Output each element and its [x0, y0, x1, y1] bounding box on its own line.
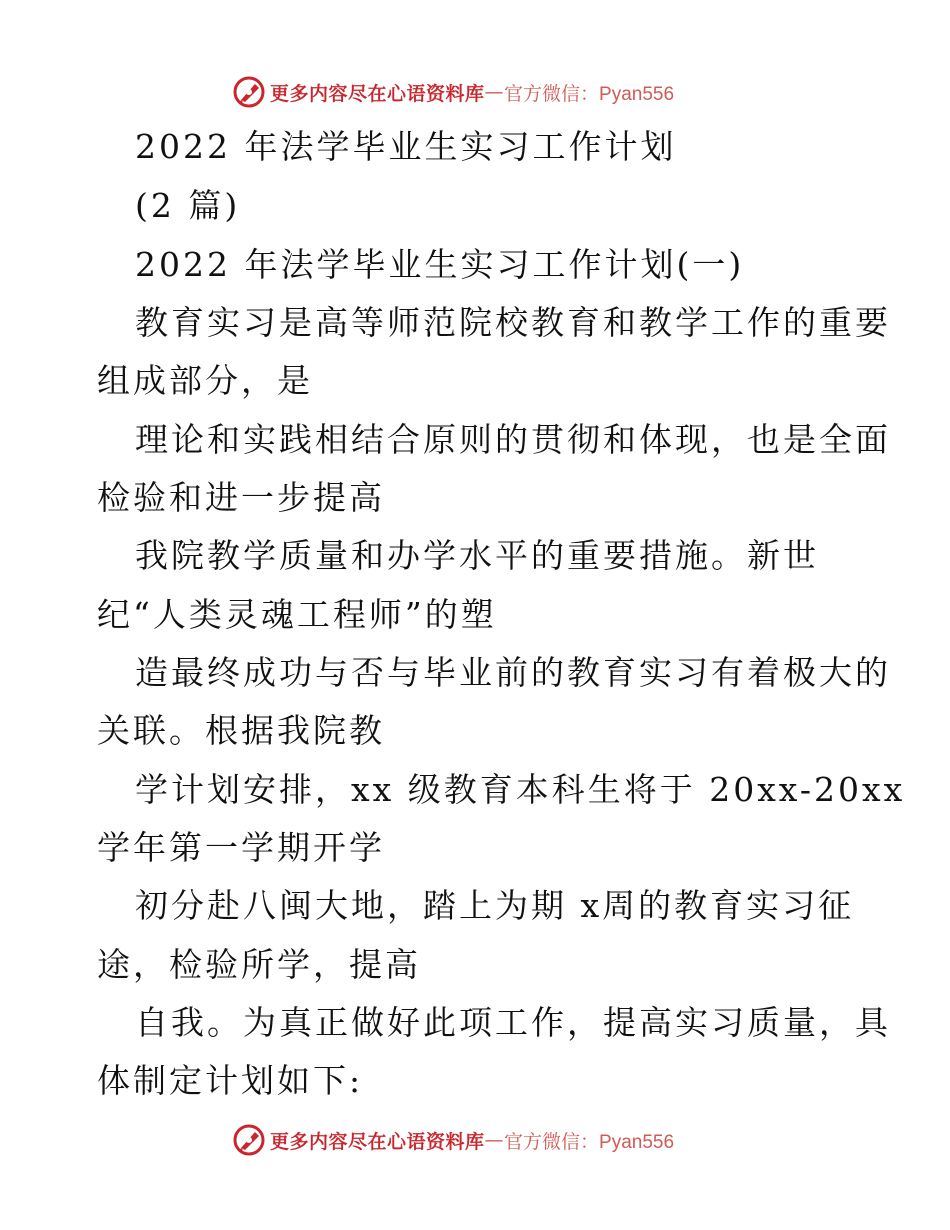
watermark-banner-top: [232, 72, 674, 112]
banner-wechat: 官方微信：Pyan556: [504, 83, 675, 105]
body-line: 自我。为真正做好此项工作，提高实习质量，具: [135, 1003, 891, 1042]
document-title-count: (2 篇): [135, 186, 241, 225]
banner-wechat: 官方微信：Pyan556: [504, 1131, 675, 1153]
body-line: 体制定计划如下:: [97, 1061, 364, 1100]
pen-logo-icon: [232, 1123, 266, 1157]
banner-text: 更多内容尽在心语资料库: [270, 82, 485, 105]
banner-separator: —: [484, 1129, 505, 1151]
watermark-banner-bottom: [232, 1120, 674, 1160]
body-line: 纪“人类灵魂工程师”的塑: [97, 595, 497, 634]
body-line: 初分赴八闽大地，踏上为期 x周的教育实习征: [135, 886, 855, 925]
body-line: 组成部分，是: [97, 361, 313, 400]
section-heading: 2022 年法学毕业生实习工作计划(一): [135, 245, 745, 284]
body-line: 我院教学质量和办学水平的重要措施。新世: [135, 536, 819, 575]
body-line: 检验和进一步提高: [97, 478, 385, 517]
body-line: 造最终成功与否与毕业前的教育实习有着极大的: [135, 653, 891, 692]
pen-logo-icon: [232, 75, 266, 109]
body-line: 教育实习是高等师范院校教育和教学工作的重要: [135, 303, 891, 342]
banner-separator: —: [484, 81, 505, 103]
banner-text: 更多内容尽在心语资料库: [270, 1130, 485, 1153]
body-line: 学年第一学期开学: [97, 828, 385, 867]
body-line: 关联。根据我院教: [97, 711, 385, 750]
body-line: 理论和实践相结合原则的贯彻和体现，也是全面: [135, 420, 891, 459]
body-line: 途，检验所学，提高: [97, 945, 421, 984]
document-title: 2022 年法学毕业生实习工作计划: [135, 127, 677, 166]
body-line: 学计划安排，xx 级教育本科生将于 20xx-20xx: [135, 770, 906, 809]
